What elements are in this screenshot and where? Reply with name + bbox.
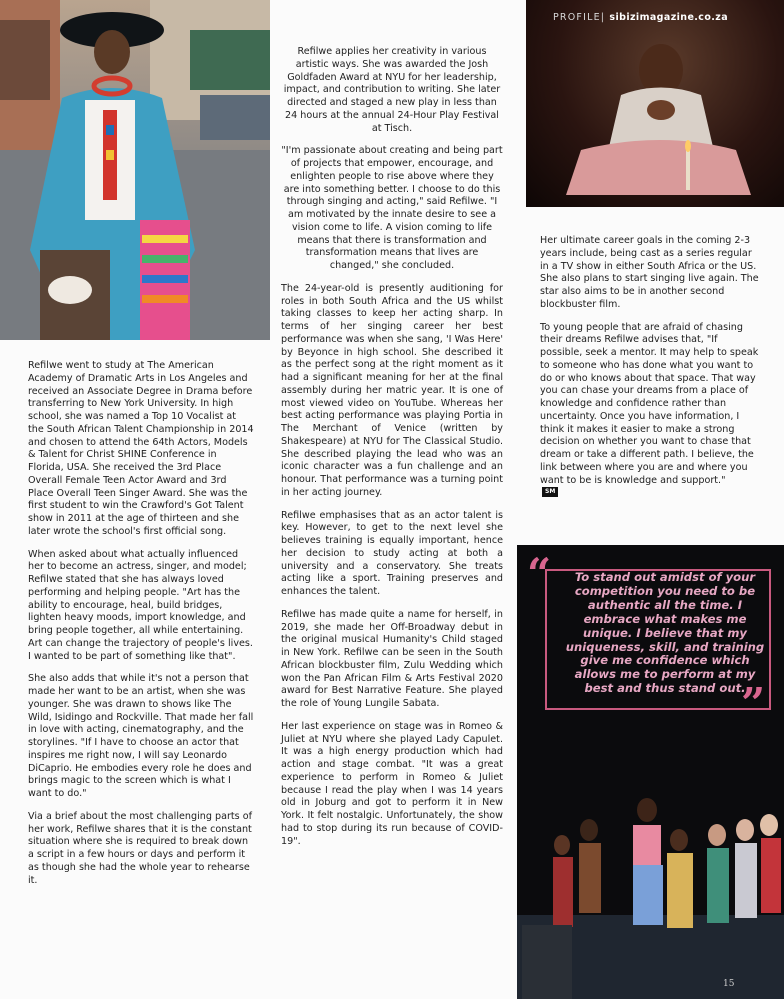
- article-paragraph: Her last experience on stage was in Romeo & Juliet at NYU where she played Lady Capulet. It was a high energy production which had action and stage combat. "It was a great experience to perform in Romeo & Juliet because I read the play when I was 14 years old in Joburg and got to perform it in New York. It felt nostalgic. Unfortunately, the show had to stop during its run because of COVID-19".: [281, 720, 503, 847]
- end-mark-badge: SM: [542, 487, 558, 497]
- close-quote-mark: ”: [741, 679, 766, 728]
- stage-candle-illustration: [526, 0, 784, 207]
- article-paragraph: Refilwe has made quite a name for herself, in 2019, she made her Off-Broadway debut in the original musical Humanity's Child staged in New York. Refilwe can be seen in the South African blockbuster film, Zulu Wedding which won the Pan African Film & Arts Festival 2020 award for Best Narrative Feature. She played the role of Young Lungile Sabata.: [281, 608, 503, 709]
- column-middle: [281, 46, 503, 858]
- closing-paragraph-text: To young people that are afraid of chasing their dreams Refilwe advises that, "If possible, seek a mentor. It may help to speak to someone who has done what you want to do or who knows about that space. That way you can chase your dreams from a place of knowledge and confidence rather than uncertainty. Once you have information, I think it makes it easier to make a strong decision on whether you want to chase that dream or take a different path. I believe, the link between where you are and where you want to be is knowledge and support.": [540, 321, 759, 486]
- article-paragraph: She also adds that while it's not a person that made her want to be an artist, when she was younger. She was drawn to shows like The Wild, Isidingo and Rockville. That made her fall in love with acting, cinematography, and the storylines. "If I have to choose an actor that inspires me right now, I will say Leonardo DiCaprio. He embodies every role he does and brings magic to the screen which is what I want to do.": [28, 673, 254, 799]
- stage-candle-photo: [526, 0, 784, 207]
- article-paragraph: Refilwe applies her creativity in various artistic ways. She was awarded the Josh Goldfaden Award at NYU for her leadership, impact, and contribution to writing. She later directed and staged a new play in less than 24 hours at the annual 24-Hour Play Festival at Tisch.: [283, 46, 501, 134]
- pull-quote: [527, 549, 778, 728]
- portrait-illustration: [0, 0, 270, 340]
- section-label: PROFILE: [553, 12, 601, 23]
- page-number: 15: [723, 979, 735, 989]
- article-paragraph: When asked about what actually influenced her to become an actress, singer, and model; Refilwe stated that she has always loved performing and helping people. "Art has the ability to encourage, heal, build bridges, lighten heavy moods, import knowledge, and bring people together, all while entertaining. Art can change the trajectory of people's lives. I wanted to be part of something like that".: [28, 548, 253, 662]
- header-separator: |: [600, 12, 606, 23]
- open-quote-mark: “: [527, 549, 552, 598]
- column-right: [540, 235, 760, 510]
- article-paragraph: Via a brief about the most challenging parts of her work, Refilwe shares that it is the constant situation where she is required to break down a script in a few hours or days and perform it as though she had the whole year to rehearse it.: [28, 810, 252, 886]
- pull-quote-text: To stand out amidst of your competition you need to be authentic all the time. I embrace what makes me unique. I believe that my uniqueness, skill, and training give me confidence which allows me to perform at my best and thus stand out.: [565, 570, 765, 696]
- article-paragraph: Refilwe emphasises that as an actor talent is key. However, to get to the next level she believes training is equally important, hence her decision to study acting at both a university and a conservatory. She treats acting like a sport. Training preserves and enhances the talent.: [281, 509, 503, 597]
- article-paragraph: Refilwe went to study at The American Academy of Dramatic Arts in Los Angeles and received an Associate Degree in Drama before transferring to New York University. In high school, she was named a Top 10 Vocalist at the South African Talent Championship in 2014 and chosen to attend the 64th Actors, Models & Talent for Christ SHINE Conference in Florida, USA. She received the 3rd Place Overall Female Teen Actor Award and 3rd Place Overall Teen Singer Award. She was the first student to win the Crawford's Got Talent show in 2011 at the age of thirteen and she later wrote the school's first official song.: [28, 360, 254, 537]
- article-paragraph: The 24-year-old is presently auditioning for roles in both South Africa and the US whilst taking classes to keep her acting sharp. In terms of her singing career her best performance was when she sang, 'I Was Here' by Beyonce in high school. She described it as the perfect song at the right moment as it had a significant meaning for her at the final assembly during her matric year. It is one of most viewed video on YouTube. Whereas her best acting performance was playing Portia in The Merchant of Venice (written by Shakespeare) at NYU for The Classical Studio. She described playing the lead who was an iconic character was a fun challenge and an honour. That performance was a turning point in her acting journey.: [281, 282, 503, 498]
- column-left: [28, 360, 254, 897]
- article-paragraph-last: [540, 322, 760, 501]
- site-name: sibizimagazine.co.za: [609, 12, 729, 23]
- portrait-photo: [0, 0, 270, 340]
- article-paragraph: Her ultimate career goals in the coming 2-3 years include, being cast as a series regular in a TV show in either South Africa or the US. She also plans to start singing live again. The star also aims to be in another second blockbuster film.: [540, 235, 759, 310]
- magazine-header: [553, 12, 728, 23]
- article-paragraph: "I'm passionate about creating and being part of projects that empower, encourage, and enlighten people to rise above where they are into something better. I choose to do this through singing and acting," said Refilwe. "I am motivated by the innate desire to see a vision come to life. A vision coming to life means that there is transformation and transformation means that lives are changed," she concluded.: [281, 145, 503, 271]
